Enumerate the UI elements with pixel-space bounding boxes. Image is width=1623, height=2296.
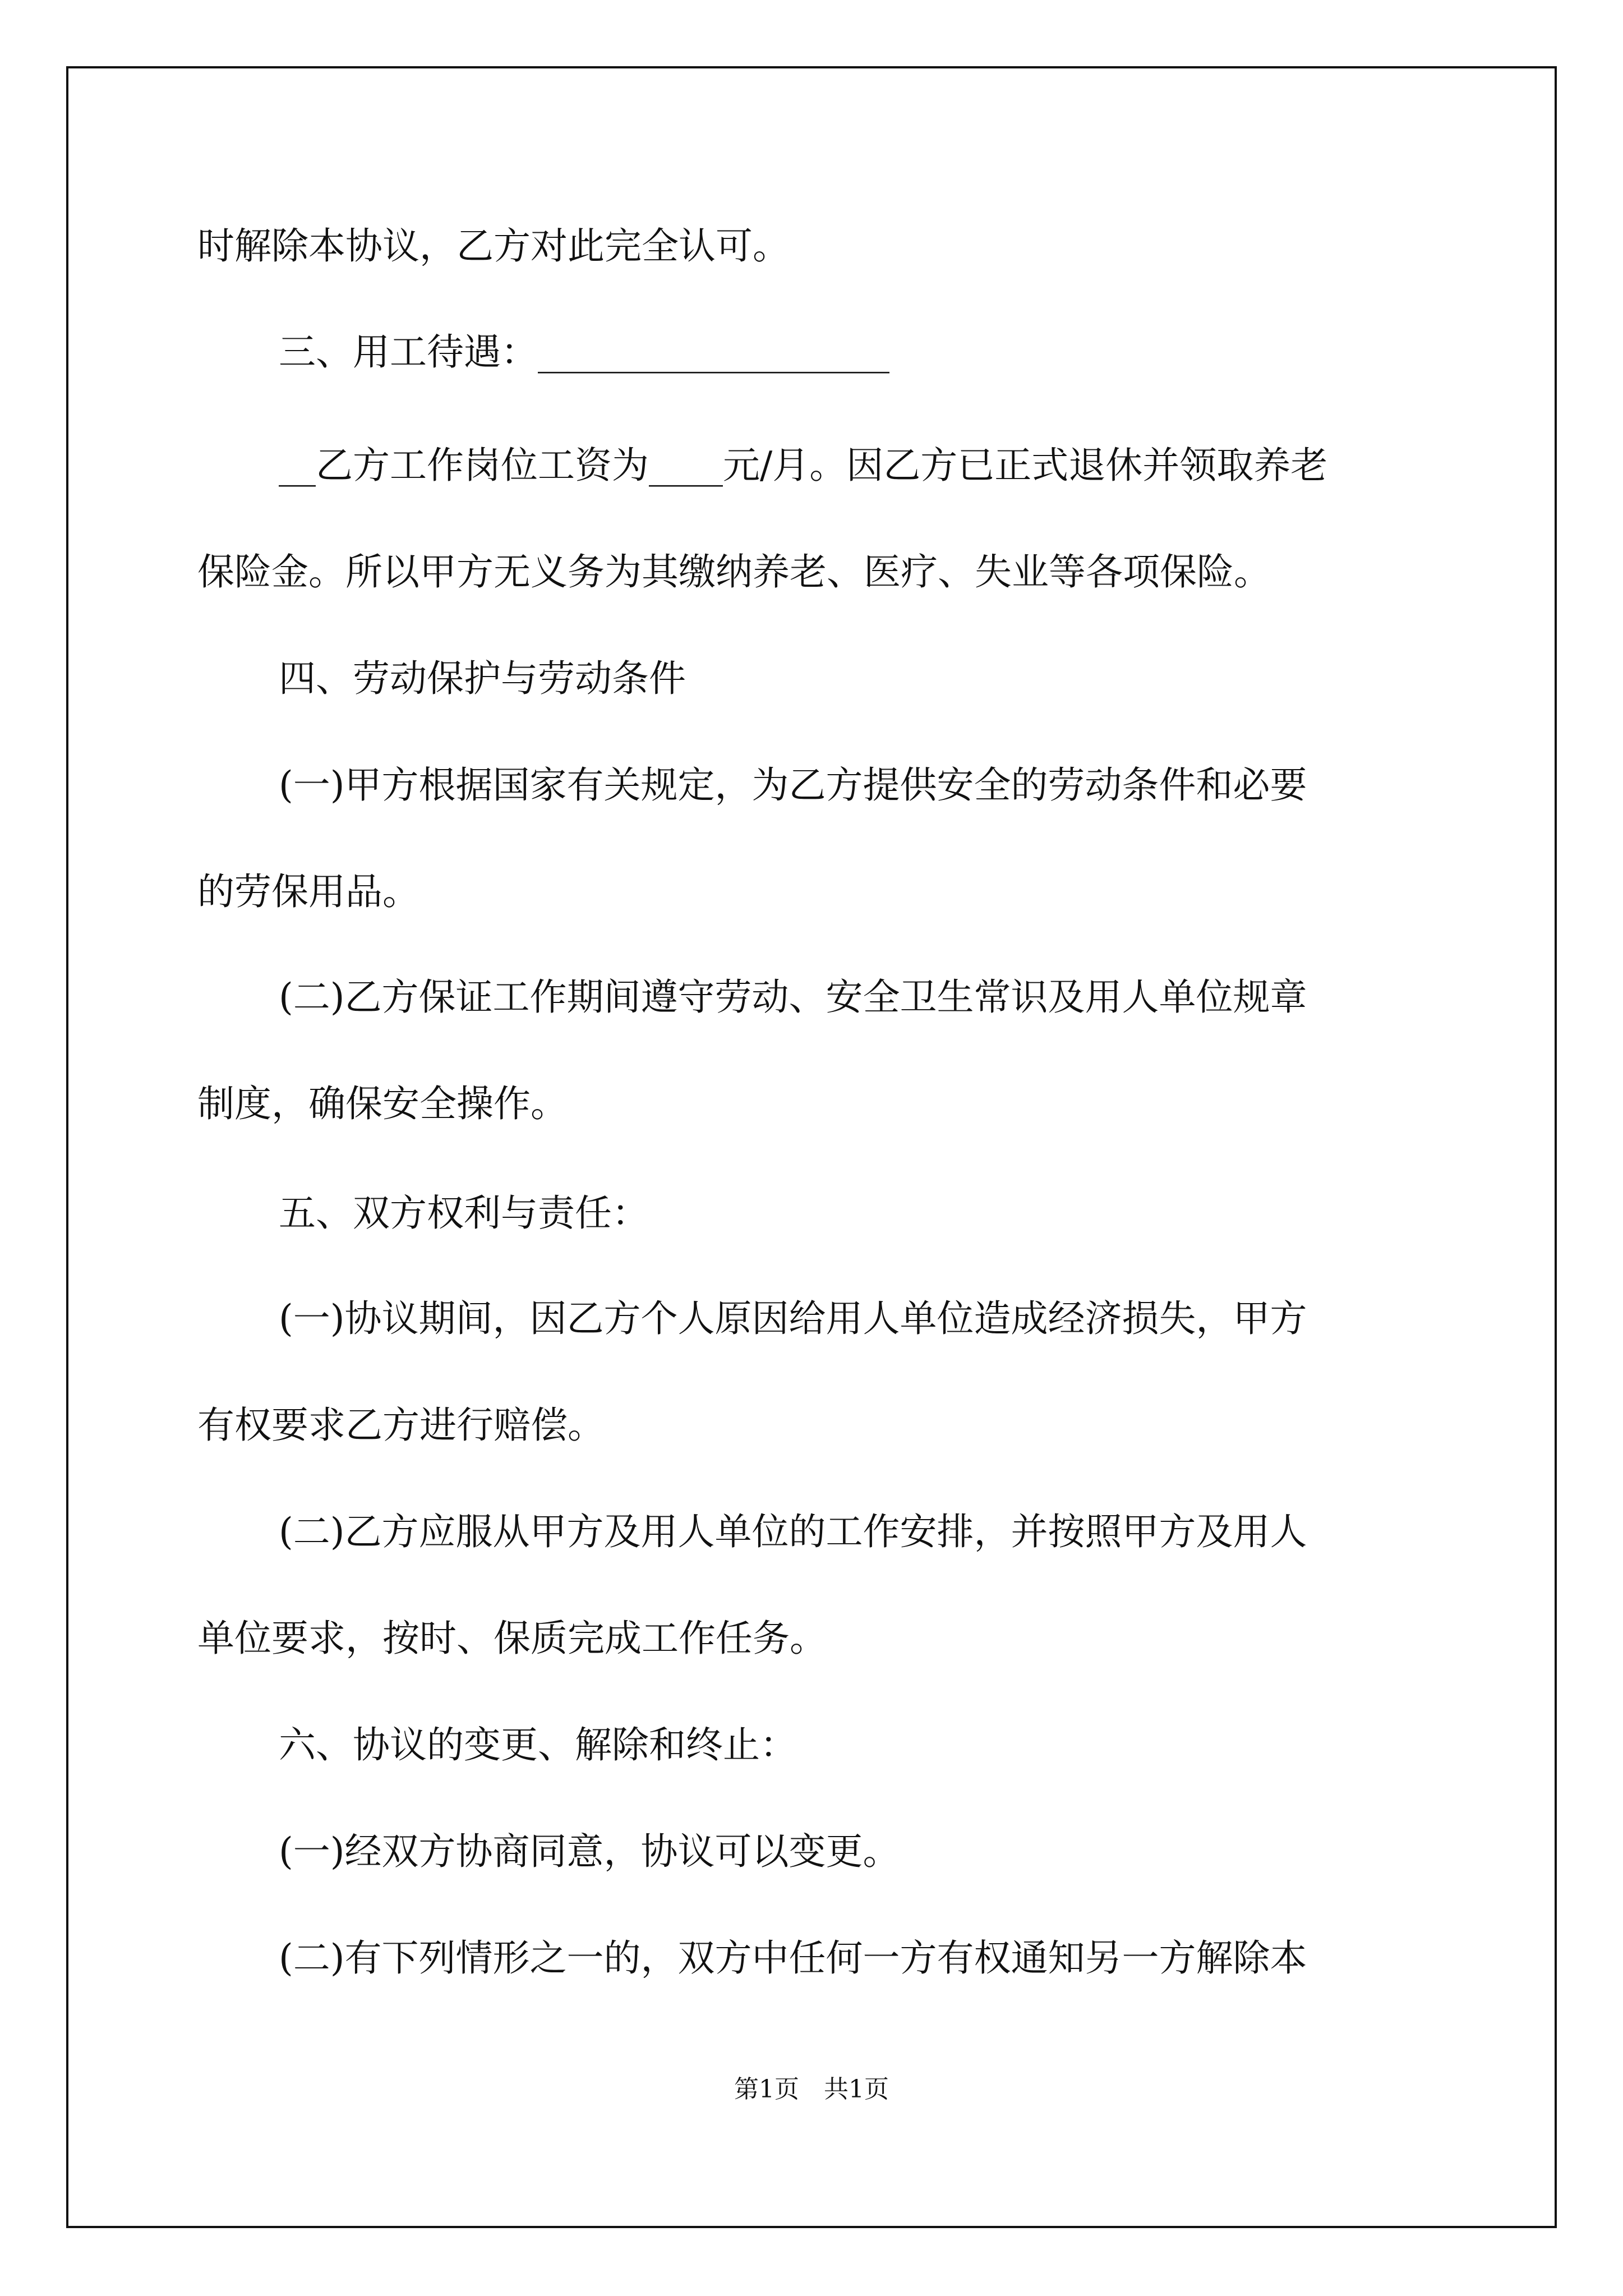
text-line: 时解除本协议，乙方对此完全认可。 [197, 224, 790, 268]
text-line: (二)有下列情形之一的，双方中任何一方有权通知另一方解除本 [279, 1936, 1307, 1980]
text-line: (二)乙方应服从甲方及用人单位的工作安排，并按照甲方及用人 [279, 1510, 1307, 1553]
section-heading: 三、用工待遇：___________________ [279, 330, 889, 374]
text-line: __乙方工作岗位工资为____元/月。因乙方已正式退休并领取养老 [279, 444, 1328, 487]
text-line: 的劳保用品。 [197, 870, 419, 913]
text-line: 有权要求乙方进行赔偿。 [197, 1404, 605, 1447]
text-line: (二)乙方保证工作期间遵守劳动、安全卫生常识及用人单位规章 [279, 976, 1307, 1019]
section-heading: 六、协议的变更、解除和终止： [279, 1723, 797, 1766]
page-number-footer: 第1页 共1页 [734, 2075, 889, 2104]
text-line: 单位要求，按时、保质完成工作任务。 [197, 1617, 827, 1660]
text-line: (一)甲方根据国家有关规定，为乙方提供安全的劳动条件和必要 [279, 763, 1307, 807]
text-line: (一)协议期间，因乙方个人原因给用人单位造成经济损失，甲方 [279, 1297, 1307, 1340]
section-heading: 四、劳动保护与劳动条件 [279, 657, 686, 700]
text-line: 制度，确保安全操作。 [197, 1082, 568, 1125]
page-border [66, 66, 1557, 2228]
section-heading: 五、双方权利与责任： [279, 1191, 649, 1235]
text-line: (一)经双方协商同意，协议可以变更。 [279, 1830, 900, 1873]
text-line: 保险金。所以甲方无义务为其缴纳养老、医疗、失业等各项保险。 [197, 550, 1271, 593]
